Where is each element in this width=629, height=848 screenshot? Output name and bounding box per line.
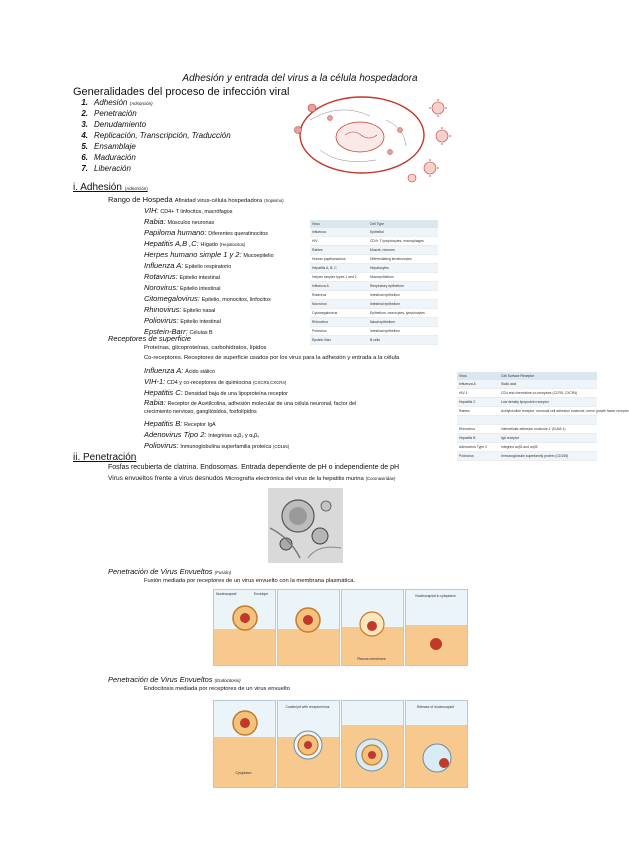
fusion-panel: Nucleocapsid Envelope <box>213 589 276 666</box>
fusion-desc: Fusión mediada por receptores de un virus envuelto con la membrana plasmática. <box>144 578 356 584</box>
host-item: Herpes humano simple 1 y 2: Mucoepitelio <box>144 250 274 259</box>
penetration-line: Fosfas recubierta de clatrina. Endosomas. Entrada dependiente de pH o independiente de pH <box>108 464 400 471</box>
host-item: Rotavirus: Epitelio intestinal <box>144 272 220 281</box>
penetration-line: Virus envueltos frente a virus desnudos Micrografía electrónica del virus de la hepatitis murina (Coronavirídae) <box>108 475 396 482</box>
step-item: 5. Ensamblaje <box>81 142 136 151</box>
virion-icon <box>229 707 261 739</box>
virion-icon <box>229 602 261 634</box>
host-item: Influenza A: Epitelio respiratorio <box>144 261 232 270</box>
step-item: 2. Penetración <box>81 109 137 118</box>
endocytosis-heading: Penetración de Virus Envueltos (Endocitosis) <box>108 675 241 684</box>
fusion-panel: Plasma membrane <box>341 589 404 666</box>
page-title: Adhesión y entrada del virus a la célula hospedadora <box>182 73 418 84</box>
host-item: Rhinovirus: Epitelio nasal <box>144 305 216 314</box>
receptors-line: Proteínas, glicoproteínas, carbohidratos, lípidos <box>144 345 267 351</box>
host-range-line: Rango de Hospeda Afinidad virus-célula hospedadora (tropismo) <box>108 195 284 204</box>
virion-icon <box>292 604 324 636</box>
viral-cycle-illustration <box>290 90 460 186</box>
receptor-item: Rabia: Receptor de Acetilcolina, adhesión molecular de una célula neuronal, factor del <box>144 398 357 407</box>
host-item: Poliovirus: Epitelio intestinal <box>144 316 221 325</box>
host-item: Rabia: Músculos neuronas <box>144 217 215 226</box>
receptor-item: Poliovirus: Inmunoglobulina superfamilia proteica (CD155) <box>144 441 290 450</box>
step-item: 3. Denudamiento <box>81 120 147 129</box>
receptor-item: Adenovirus Tipo 2: Integrinas αᵥβ₃ y αᵥβ₅ <box>144 430 260 439</box>
section-heading-penetration: ii. Penetración <box>73 452 137 463</box>
receptor-item: Hepatitis C: Densidad baja de una lipoproteína receptor <box>144 388 288 397</box>
step-item: 6. Maduración <box>81 153 136 162</box>
host-item: Citomegalovirus: Epitelio, monocitos, linfocitos <box>144 294 271 303</box>
endosome-icon <box>420 741 454 775</box>
host-item: VIH: CD4+ T linfocitos, macrófagos <box>144 206 233 215</box>
endocytosis-panel <box>341 700 404 788</box>
receptor-item: Influenza A: Ácido siálico <box>144 366 216 375</box>
host-item: Hepatitis A,B ,C: Hígado (Hepatocitos) <box>144 239 246 248</box>
endocytosis-panel: Coated pit with receptor/virus <box>277 700 340 788</box>
endosome-icon <box>354 737 390 773</box>
virion-icon <box>356 608 388 640</box>
receptor-table: Virus Cell Surface Receptor Influenza A Sialic acid HIV-1 CD4 and chemokine co-receptors (CCR5, CXCR4) Hepatitis C Low density lipoprotein receptor Rabies Acetylcholine receptor, neuronal cell adhesion molecule, nerve growth factor receptor Rhinovirus Intercellular adhesion molecule-1 (ICAM-1) Hepatitis B IgA receptor Adenovirus Type 2 Integrins αvβ3 and αvβ5 Poliovirus Immunoglobulin superfamily protein (CD155) <box>457 372 597 461</box>
step-item: 4. Replicación, Transcripción, Traducción <box>81 131 231 140</box>
host-tropism-table: Virus Cell Type Influenza Epithelial HIV CD4+ T lymphocytes, macrophages Rabies Muscle, neurons Human papillomavirus Differentiating keratinocytes Hepatitis A, B, C Hepatocytes Herpes simplex types 1 and 2 Mucoepithelium Influenza A Respiratory epithelium Rotavirus Intestinal epithelium Norovirus Intestinal epithelium Cytomegalovirus Epithelium, monocytes, lymphocytes Rhinovirus Nasal epithelium Poliovirus Intestinal epithelium Epstein-Barr B cells <box>310 220 438 345</box>
receptors-line: Co-receptores. Receptores de superficie usados por los virus para la adhesión y entrada a la célula <box>144 355 400 361</box>
step-item: 1. Adhesión (Adsorción) <box>81 98 153 107</box>
electron-micrograph <box>268 488 343 563</box>
general-heading: Generalidades del proceso de infección viral <box>73 86 290 98</box>
fusion-panel <box>277 589 340 666</box>
fusion-panel: Nucleocapsid in cytoplasm <box>405 589 468 666</box>
endocytosis-panel: Release of nucleocapsid <box>405 700 468 788</box>
host-item: Norovirus: Epitelio intestinal <box>144 283 221 292</box>
step-item: 7. Liberación <box>81 164 131 173</box>
receptor-item: Hepatitis B: Receptor IgA <box>144 419 216 428</box>
receptors-heading: Receptores de superficie <box>108 334 191 343</box>
endocytosis-panel: Cytoplasm <box>213 700 276 788</box>
receptor-item: VIH-1: CD4 y co-receptores de quimiocina (CXCR5,CXCR4) <box>144 377 287 386</box>
receptor-item: crecimiento nervioso, gangliósidos, fosfolípidos <box>144 409 257 415</box>
section-heading-adhesion: i. Adhesión (Adsorción) <box>73 182 148 193</box>
host-item: Papiloma humano: Diferentes queratinocitos <box>144 228 268 237</box>
virion-icon <box>292 729 324 761</box>
host-item: Epstein-Barr: Células B <box>144 327 213 336</box>
endocytosis-desc: Endocitosis mediada por receptores de un virus envuelto <box>144 686 290 692</box>
fusion-heading: Penetración de Virus Envueltos (Fusión) <box>108 567 232 576</box>
nucleocapsid-icon <box>426 634 446 654</box>
